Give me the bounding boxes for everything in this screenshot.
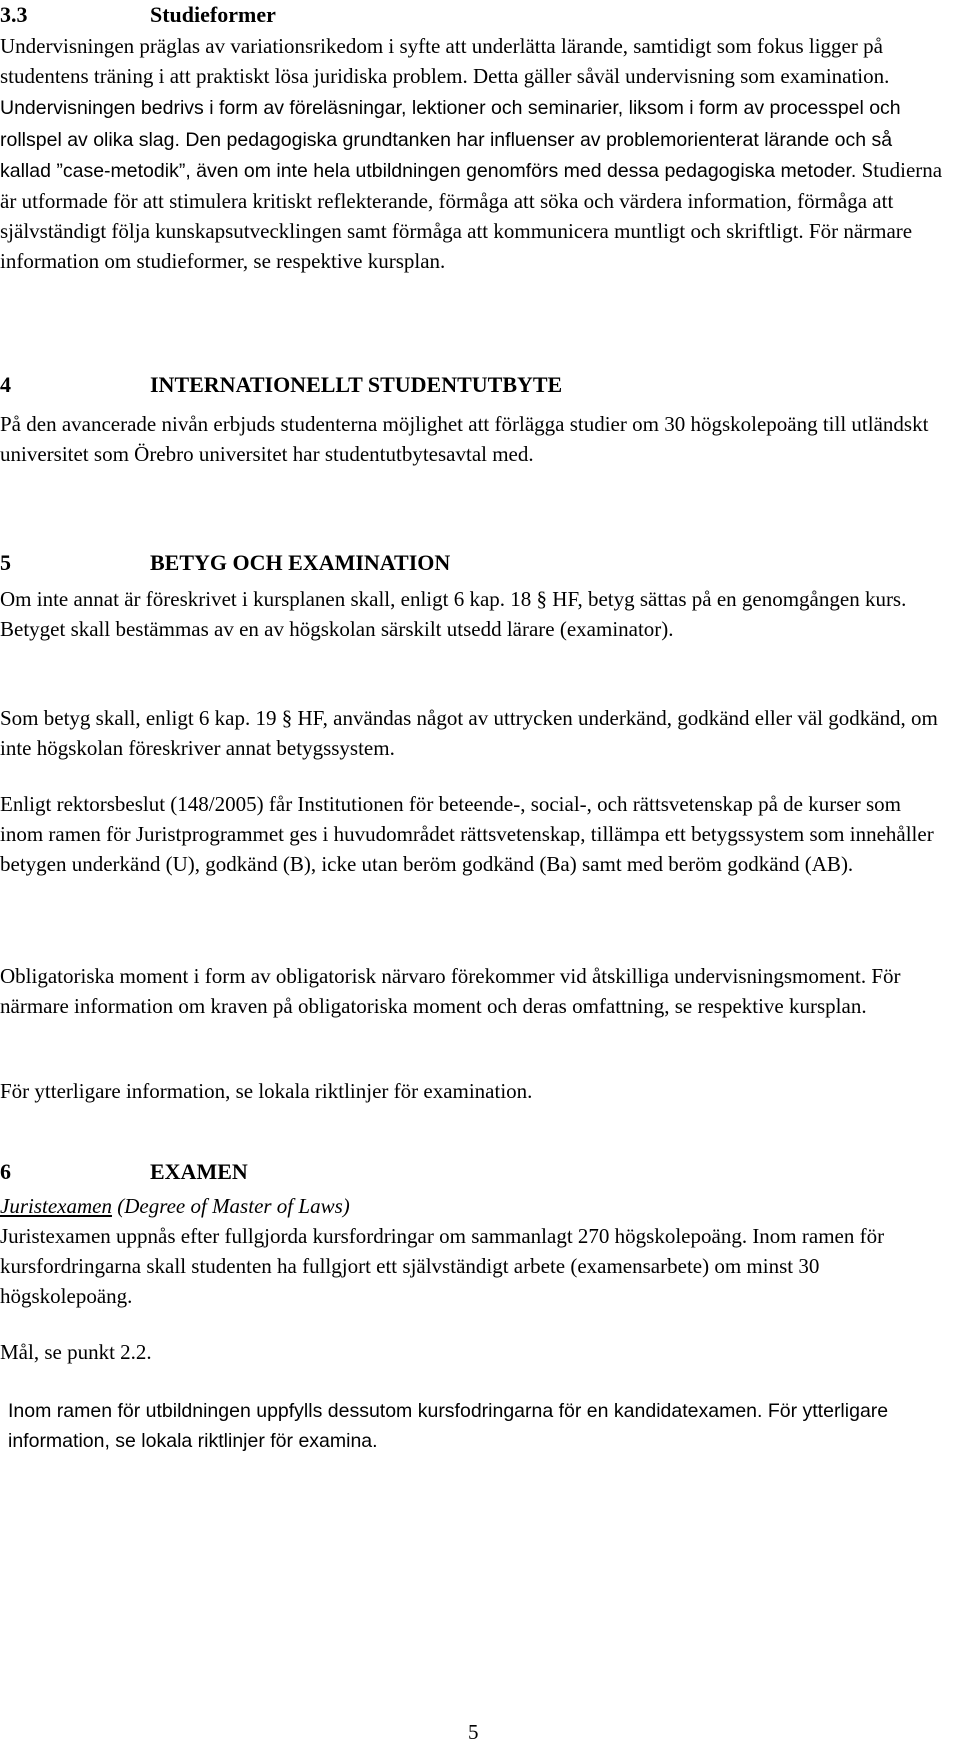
page-number: 5	[468, 1720, 479, 1744]
studentutbyte-paragraph: På den avancerade nivån erbjuds studenterna möjlighet att förlägga studier om 30 högskolepoäng till utländskt universitet som Örebro universitet har studentutbytesavtal med.	[0, 412, 929, 467]
examen-paragraph-3: Inom ramen för utbildningen uppfylls dessutom kursfodringarna för en kandidatexamen. För ytterligare information, se lokala riktlinjer för examina.	[8, 1400, 889, 1453]
examen-subheading-title: Juristexamen	[0, 1194, 112, 1218]
betyg-paragraph-1: Om inte annat är föreskrivet i kursplanen skall, enligt 6 kap. 18 § HF, betyg sättas på en genomgången kurs. Betyget skall bestämmas av en av högskolan särskilt utsedd lärare (examinator).	[0, 587, 907, 642]
examen-paragraph-1: Juristexamen uppnås efter fullgjorda kursfordringar om sammanlagt 270 högskolepoäng. Inom ramen för kursfordringarna skall studenten ha fullgjort ett självständigt arbete (examensarbete) om minst 30 högskolepoäng.	[0, 1224, 885, 1309]
betyg-paragraph-4: Obligatoriska moment i form av obligatorisk närvaro förekommer vid åtskilliga undervisningsmoment. För närmare information om kraven på obligatoriska moment och deras omfattning, se respektive kursplan.	[0, 964, 901, 1019]
studieformer-text-serif: Undervisningen präglas av variationsrikedom i syfte att underlätta lärande, samtidigt som fokus ligger på studentens träning i att praktiskt lösa juridiska problem. Detta gäller såväl undervisning som examination.	[0, 34, 890, 89]
examen-paragraph-2: Mål, se punkt 2.2.	[0, 1340, 152, 1364]
studieformer-paragraph	[0, 31, 945, 277]
section-number: 6	[0, 1159, 11, 1184]
betyg-paragraph-2: Som betyg skall, enligt 6 kap. 19 § HF, användas något av uttrycken underkänd, godkänd eller väl godkänd, om inte högskolan föreskriver annat betygssystem.	[0, 706, 938, 761]
section-title: Studieformer	[150, 2, 276, 27]
section-number: 5	[0, 550, 11, 575]
betyg-paragraph-3: Enligt rektorsbeslut (148/2005) får Institutionen för beteende-, social-, och rättsvetenskap på de kurser som inom ramen för Juristprogrammet ges i huvudområdet rättsvetenskap, tillämpa ett betygssystem som innehåller betygen underkänd (U), godkänd (B), icke utan beröm godkänd (Ba) samt med beröm godkänd (AB).	[0, 792, 934, 877]
section-number: 4	[0, 372, 11, 397]
section-title: BETYG OCH EXAMINATION	[150, 550, 451, 575]
section-title: INTERNATIONELLT STUDENTUTBYTE	[150, 372, 563, 397]
studieformer-text-serif-end: Studierna är utformade för att stimulera kritiskt reflekterande, förmåga att söka och värdera information, förmåga att självständigt följa kunskapsutvecklingen samt förmåga att kommunicera muntligt och skriftligt. För närmare information om studieformer, se respektive kursplan.	[0, 157, 943, 274]
betyg-paragraph-5: För ytterligare information, se lokala riktlinjer för examination.	[0, 1079, 533, 1103]
section-number: 3.3	[0, 2, 28, 27]
examen-subheading	[0, 1191, 945, 1221]
studieformer-text-sans: Undervisningen bedrivs i form av föreläsningar, lektioner och seminarier, liksom i form av processpel och rollspel av olika slag. Den pedagogiska grundtanken har influenser av problemorienterat lärande och så kallad ”case-metodik”, även om inte hela utbildningen genomförs med dessa pedagogiska metoder.	[0, 97, 901, 182]
examen-subheading-english: (Degree of Master of Laws)	[111, 1194, 350, 1218]
section-title: EXAMEN	[150, 1159, 248, 1184]
